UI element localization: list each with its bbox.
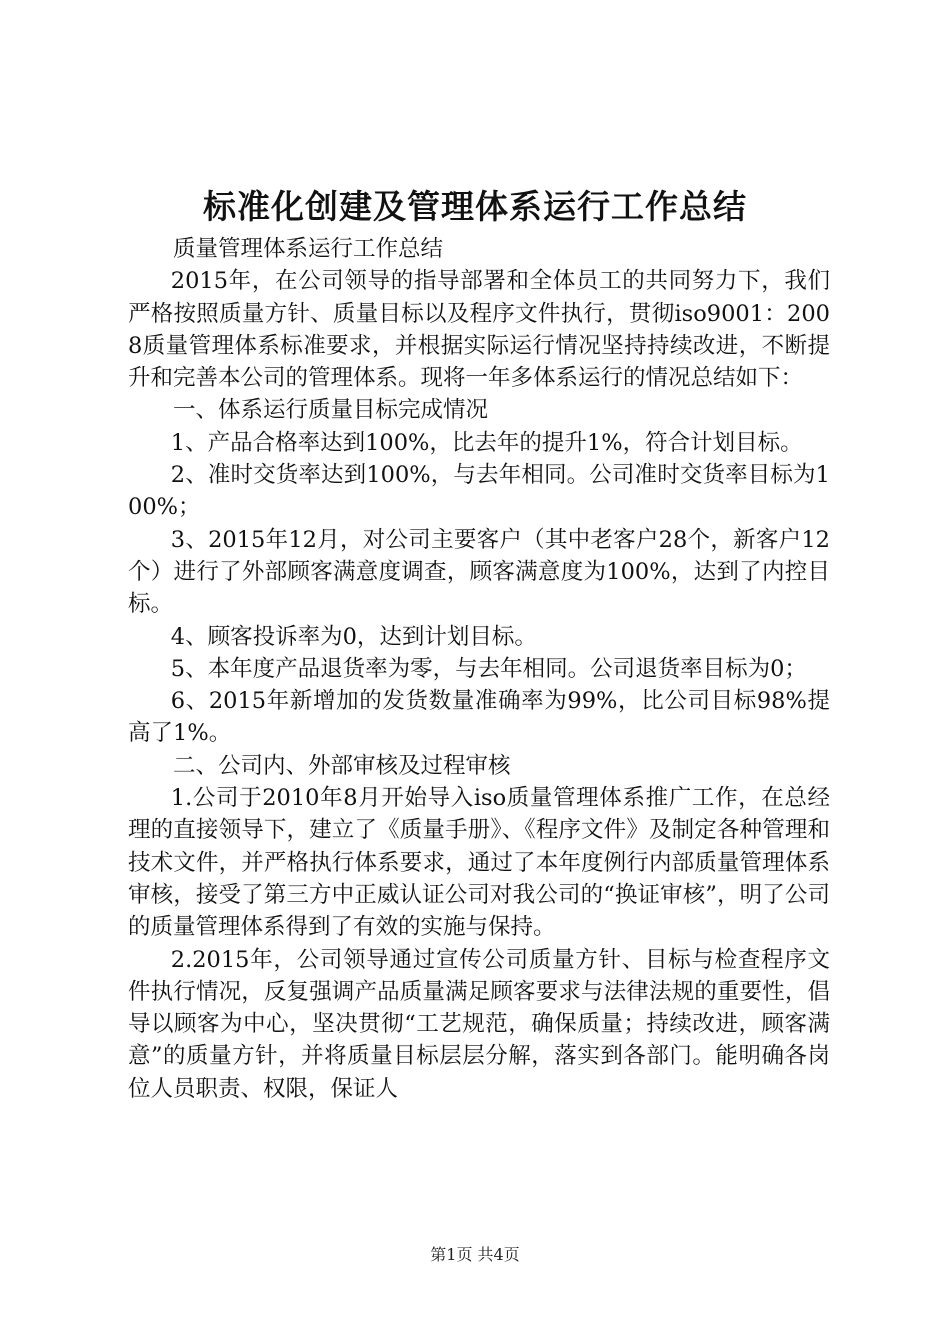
list-item-6: 6、2015年新增加的发货数量准确率为99%，比公司目标98%提高了1%。 (128, 688, 830, 747)
intro-paragraph: 2015年，在公司领导的指导部署和全体员工的共同努力下，我们严格按照质量方针、质量目标以及程序文件执行，贯彻iso9001：2008质量管理体系标准要求，并根据实际运行情况坚持持续改进，不断提升和完善本公司的管理体系。现将一年多体系运行的情况总结如下： (128, 268, 830, 392)
document-body (128, 233, 830, 1105)
list-item-3: 3、2015年12月，对公司主要客户（其中老客户28个，新客户12个）进行了外部顾客满意度调查，顾客满意度为100%，达到了内控目标。 (128, 526, 830, 618)
subtitle-paragraph: 质量管理体系运行工作总结 (173, 236, 444, 262)
list-item-2: 2、准时交货率达到100%，与去年相同。公司准时交货率目标为100%； (128, 462, 830, 521)
audit-paragraph-1: 1.公司于2010年8月开始导入iso质量管理体系推广工作，在总经理的直接领导下，建立了《质量手册》、《程序文件》及制定各种管理和技术文件，并严格执行体系要求，通过了本年度例行内部质量管理体系审核，接受了第三方中正威认证公司对我公司的“换证审核”，明了公司的质量管理体系得到了有效的实施与保持。 (128, 785, 830, 941)
list-item-4: 4、顾客投诉率为0，达到计划目标。 (170, 623, 537, 650)
page-number-footer: 第1页 共4页 (430, 1245, 520, 1264)
list-item-1: 1、产品合格率达到100%，比去年的提升1%，符合计划目标。 (170, 429, 803, 456)
audit-paragraph-2: 2.2015年，公司领导通过宣传公司质量方针、目标与检查程序文件执行情况，反复强调产品质量满足顾客要求与法律法规的重要性，倡导以顾客为中心，坚决贯彻“工艺规范，确保质量；持续改进，顾客满意”的质量方针，并将质量目标层层分解，落实到各部门。能明确各岗位人员职责、权限，保证人 (128, 946, 830, 1102)
section-heading-2: 二、公司内、外部审核及过程审核 (173, 752, 511, 779)
page-title: 标准化创建及管理体系运行工作总结 (203, 187, 747, 226)
section-heading-1: 一、体系运行质量目标完成情况 (173, 397, 489, 424)
list-item-5: 5、本年度产品退货率为零，与去年相同。公司退货率目标为0； (170, 655, 807, 682)
